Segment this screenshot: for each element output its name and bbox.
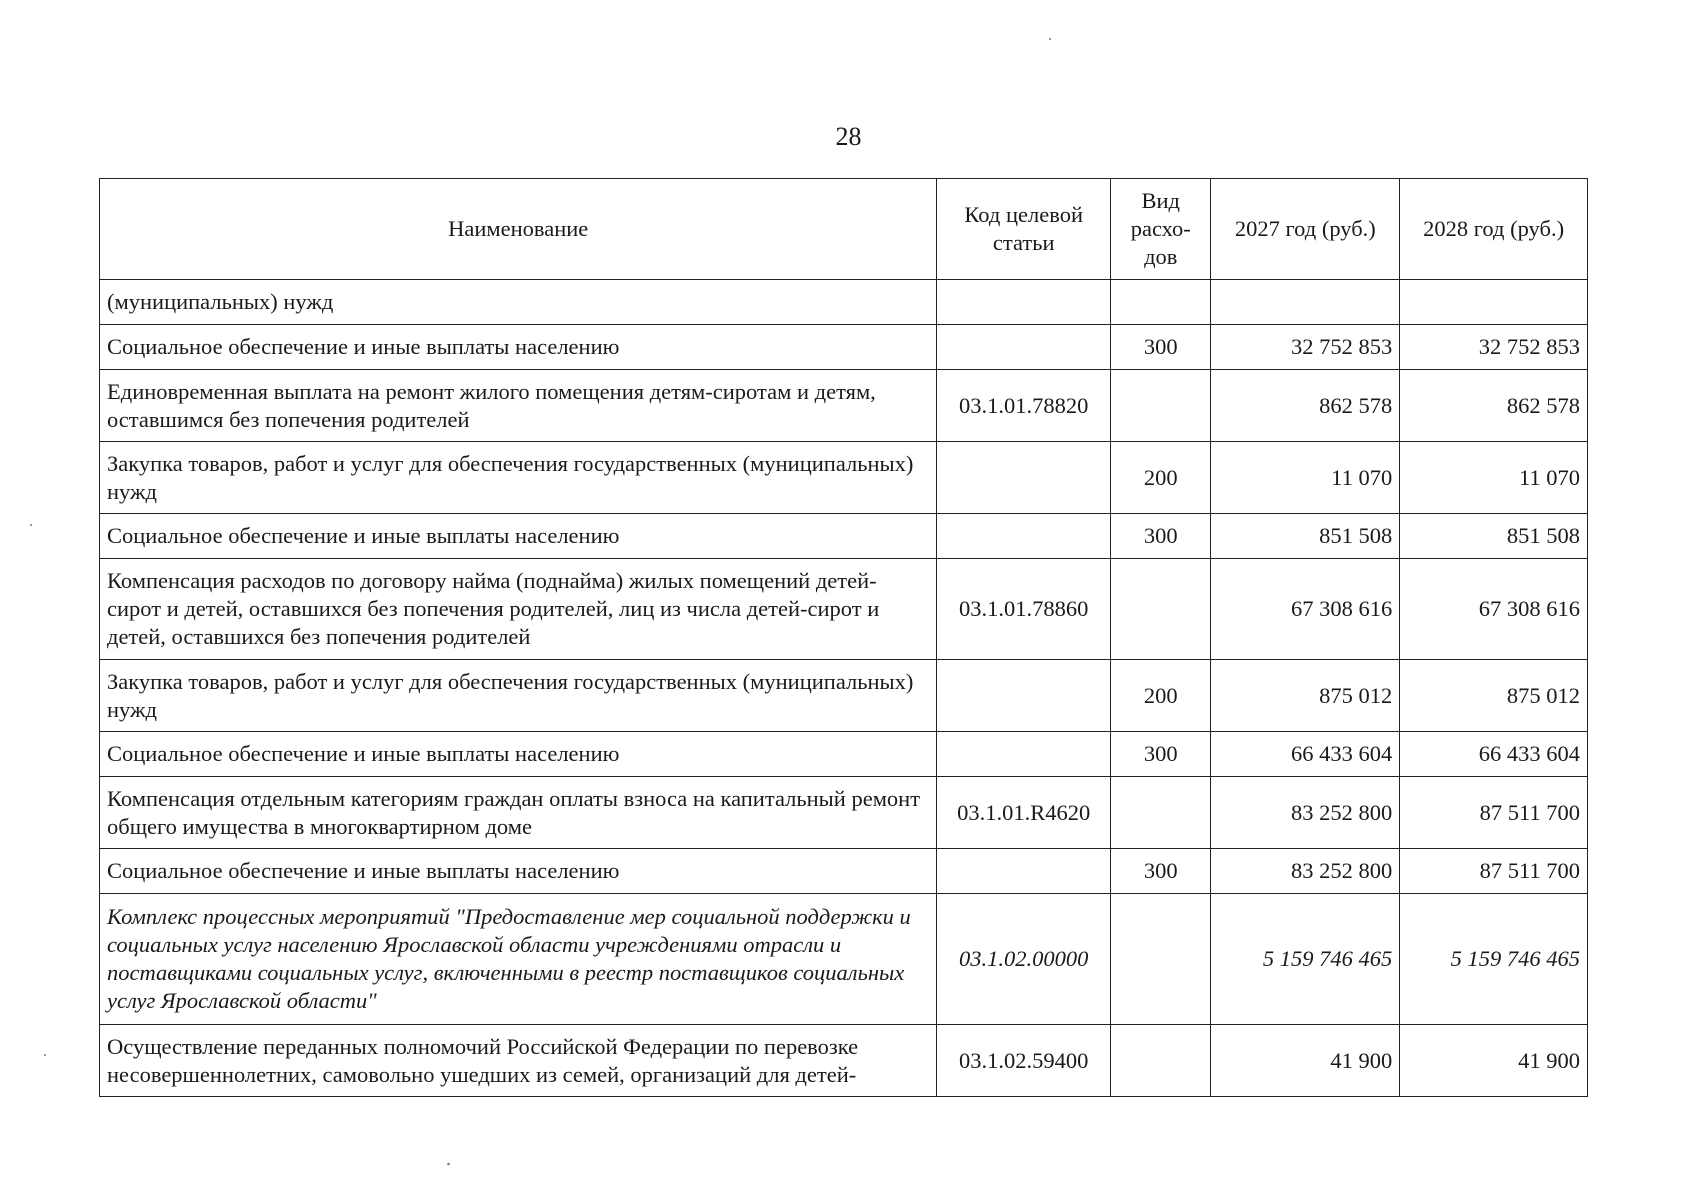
scan-speck	[1049, 38, 1051, 40]
row-name: Социальное обеспечение и иные выплаты населению	[100, 849, 937, 894]
row-kind: 300	[1111, 325, 1211, 370]
row-kind	[1111, 894, 1211, 1025]
row-kind	[1111, 1025, 1211, 1097]
row-value-2028: 66 433 604	[1400, 732, 1588, 777]
row-name: Социальное обеспечение и иные выплаты населению	[100, 732, 937, 777]
row-value-2027: 41 900	[1211, 1025, 1400, 1097]
row-value-2028: 862 578	[1400, 370, 1588, 442]
row-name: (муниципальных) нужд	[100, 280, 937, 325]
row-value-2027: 5 159 746 465	[1211, 894, 1400, 1025]
row-code: 03.1.01.78860	[937, 559, 1111, 660]
row-value-2028: 11 070	[1400, 442, 1588, 514]
row-code	[937, 442, 1111, 514]
table-row	[100, 849, 1588, 894]
row-kind: 200	[1111, 442, 1211, 514]
table-header-row	[100, 179, 1588, 280]
row-value-2027: 66 433 604	[1211, 732, 1400, 777]
row-code: 03.1.01.R4620	[937, 777, 1111, 849]
row-code: 03.1.01.78820	[937, 370, 1111, 442]
row-kind	[1111, 370, 1211, 442]
row-name: Социальное обеспечение и иные выплаты населению	[100, 325, 937, 370]
row-code: 03.1.02.59400	[937, 1025, 1111, 1097]
row-value-2028: 87 511 700	[1400, 849, 1588, 894]
row-value-2027: 83 252 800	[1211, 777, 1400, 849]
row-value-2027: 11 070	[1211, 442, 1400, 514]
row-value-2028: 32 752 853	[1400, 325, 1588, 370]
row-kind	[1111, 559, 1211, 660]
table-row	[100, 777, 1588, 849]
header-kind: Вид расхо-дов	[1111, 179, 1211, 280]
row-value-2027: 875 012	[1211, 660, 1400, 732]
table-row	[100, 370, 1588, 442]
row-name: Закупка товаров, работ и услуг для обеспечения государственных (муниципальных) нужд	[100, 442, 937, 514]
row-kind: 300	[1111, 849, 1211, 894]
row-value-2028: 87 511 700	[1400, 777, 1588, 849]
row-value-2027: 862 578	[1211, 370, 1400, 442]
table-row	[100, 1025, 1588, 1097]
row-value-2028	[1400, 280, 1588, 325]
row-kind	[1111, 280, 1211, 325]
row-name: Осуществление переданных полномочий Российской Федерации по перевозке несовершеннолетних, самовольно ушедших из семей, организаций для детей-	[100, 1025, 937, 1097]
row-kind: 300	[1111, 732, 1211, 777]
row-value-2028: 5 159 746 465	[1400, 894, 1588, 1025]
row-value-2028: 875 012	[1400, 660, 1588, 732]
scan-speck	[44, 1054, 46, 1056]
row-code	[937, 325, 1111, 370]
table-row	[100, 325, 1588, 370]
table-row	[100, 660, 1588, 732]
header-2028: 2028 год (руб.)	[1400, 179, 1588, 280]
row-name: Социальное обеспечение и иные выплаты населению	[100, 514, 937, 559]
header-2027: 2027 год (руб.)	[1211, 179, 1400, 280]
row-value-2028: 67 308 616	[1400, 559, 1588, 660]
row-code: 03.1.02.00000	[937, 894, 1111, 1025]
header-code: Код целевой статьи	[937, 179, 1111, 280]
row-name: Компенсация расходов по договору найма (поднайма) жилых помещений детей-сирот и детей, оставшихся без попечения родителей, лиц из числа детей-сирот и детей, оставшихся без попечения родителей	[100, 559, 937, 660]
row-code	[937, 849, 1111, 894]
scan-speck	[447, 1162, 451, 1165]
row-name: Единовременная выплата на ремонт жилого помещения детям-сиротам и детям, оставшимся без попечения родителей	[100, 370, 937, 442]
row-kind: 200	[1111, 660, 1211, 732]
table-row	[100, 280, 1588, 325]
row-value-2027: 67 308 616	[1211, 559, 1400, 660]
row-name: Компенсация отдельным категориям граждан оплаты взноса на капитальный ремонт общего имущества в многоквартирном доме	[100, 777, 937, 849]
table-row	[100, 559, 1588, 660]
page-number: 28	[835, 122, 862, 151]
row-name: Закупка товаров, работ и услуг для обеспечения государственных (муниципальных) нужд	[100, 660, 937, 732]
table-row	[100, 894, 1588, 1025]
budget-table	[99, 178, 1588, 1097]
row-value-2027: 32 752 853	[1211, 325, 1400, 370]
row-value-2028: 851 508	[1400, 514, 1588, 559]
row-code	[937, 280, 1111, 325]
table-row	[100, 514, 1588, 559]
row-code	[937, 660, 1111, 732]
table-row	[100, 732, 1588, 777]
table-row	[100, 442, 1588, 514]
row-kind	[1111, 777, 1211, 849]
row-code	[937, 732, 1111, 777]
header-name: Наименование	[100, 179, 937, 280]
row-value-2027: 851 508	[1211, 514, 1400, 559]
row-code	[937, 514, 1111, 559]
row-value-2027: 83 252 800	[1211, 849, 1400, 894]
row-kind: 300	[1111, 514, 1211, 559]
scan-speck	[30, 524, 32, 526]
row-value-2028: 41 900	[1400, 1025, 1588, 1097]
row-name: Комплекс процессных мероприятий "Предоставление мер социальной поддержки и социальных услуг населению Ярославской области учреждениями отрасли и поставщиками социальных услуг, включенными в реестр поставщиков социальных услуг Ярославской области"	[100, 894, 937, 1025]
row-value-2027	[1211, 280, 1400, 325]
